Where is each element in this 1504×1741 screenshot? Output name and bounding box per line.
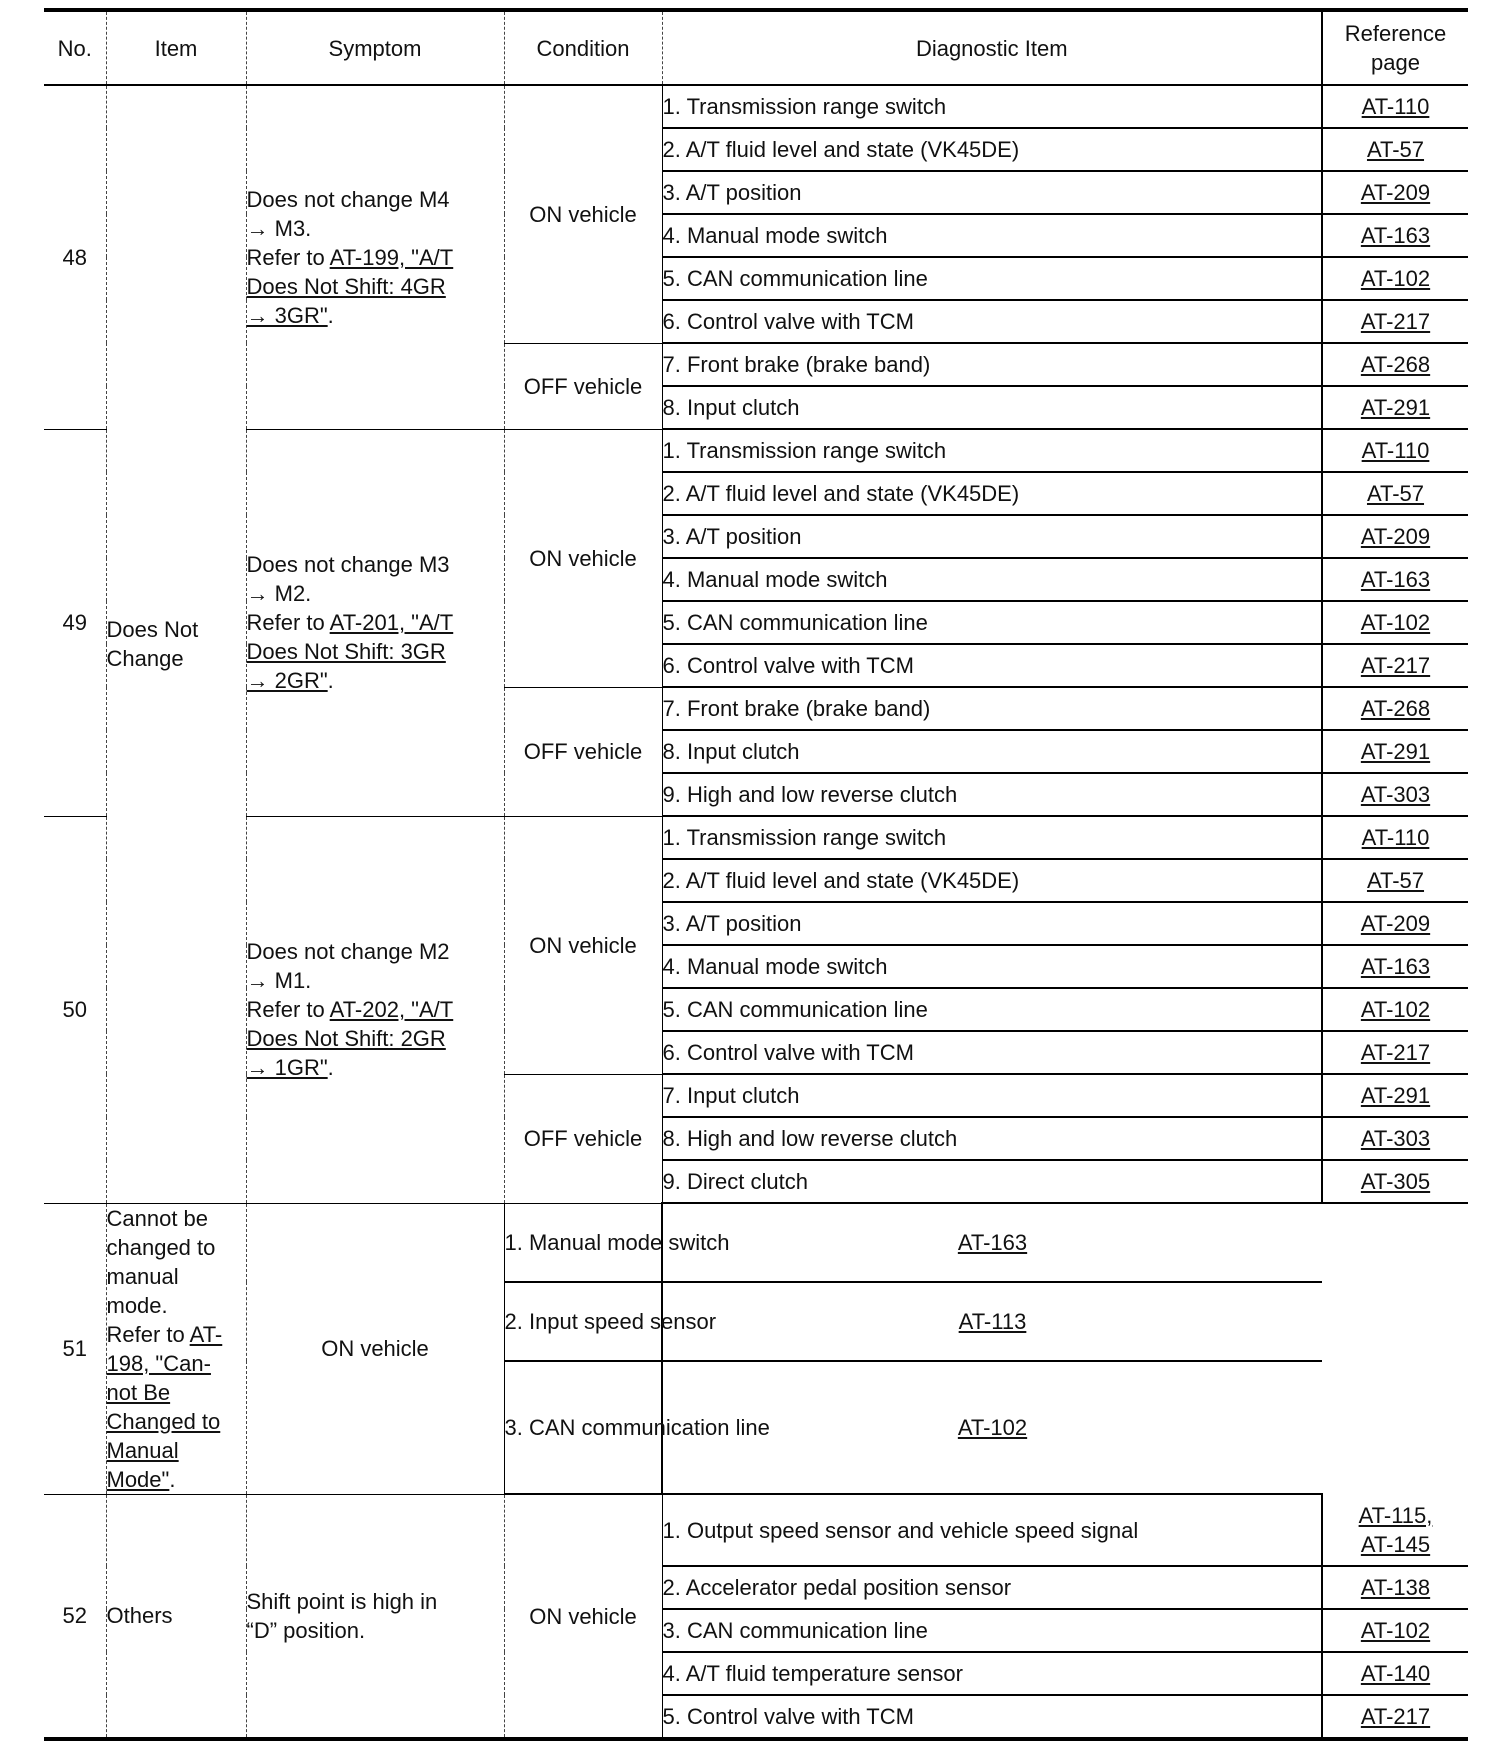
- header-condition: Condition: [504, 10, 662, 85]
- reference-link-at-199-line2[interactable]: Does Not Shift: 4GR: [246, 273, 446, 299]
- reference-link[interactable]: AT-217: [1360, 1040, 1431, 1065]
- symptom-refer-line: [247, 995, 504, 1024]
- condition-on-vehicle: ON vehicle: [504, 816, 662, 1074]
- diagnostic-item: 1. Transmission range switch: [662, 85, 1322, 128]
- symptom-line2: → M2.: [246, 581, 312, 606]
- reference-link[interactable]: AT-113: [958, 1309, 1027, 1335]
- reference-link[interactable]: AT-102: [1360, 997, 1431, 1022]
- diagnostic-item: 8. Input clutch: [662, 386, 1322, 429]
- symptom-48: [246, 85, 504, 429]
- reference-link[interactable]: AT-209: [1360, 911, 1431, 936]
- diagnostic-item: 8. High and low reverse clutch: [662, 1117, 1322, 1160]
- table-row: [44, 816, 1468, 859]
- symptom-line2: “D” position.: [246, 1617, 366, 1643]
- diagnostic-item: 5. CAN communication line: [662, 257, 1322, 300]
- reference-link[interactable]: AT-163: [957, 1230, 1028, 1256]
- refer-prefix: Refer to: [106, 1321, 190, 1347]
- diagnostic-item: 5. Control valve with TCM: [662, 1695, 1322, 1739]
- condition-off-vehicle: OFF vehicle: [504, 687, 662, 816]
- symptom-line1: Shift point is high in: [246, 1588, 438, 1614]
- reference-link-at-202-line3[interactable]: → 1GR": [246, 1055, 328, 1080]
- diagnostic-item: 1. Manual mode switch: [504, 1203, 662, 1282]
- header-item: Item: [106, 10, 246, 85]
- diagnostic-item: 9. High and low reverse clutch: [662, 773, 1322, 816]
- item-line2: Change: [106, 646, 184, 672]
- reference-link[interactable]: AT-291: [1360, 395, 1431, 420]
- reference-link[interactable]: AT-303: [1360, 782, 1431, 807]
- symptom-refer-line: [247, 243, 504, 272]
- reference-link-at-201-line2[interactable]: Does Not Shift: 3GR: [246, 639, 446, 664]
- reference-link-at-201-line3[interactable]: → 2GR": [246, 668, 328, 693]
- diagnosis-table: [44, 8, 1468, 1741]
- reference-link-at-201[interactable]: AT-201, "A/T: [329, 610, 454, 635]
- diagnostic-item: 2. Input speed sensor: [504, 1282, 662, 1361]
- diagnostic-item: 4. Manual mode switch: [662, 214, 1322, 257]
- reference-link[interactable]: AT-163: [1360, 223, 1431, 248]
- reference-link[interactable]: AT-57: [1366, 481, 1425, 506]
- diagnostic-item: 9. Direct clutch: [662, 1160, 1322, 1203]
- symptom-line2: → M1.: [246, 968, 312, 993]
- diagnostic-item: 3. A/T position: [662, 171, 1322, 214]
- diagnostic-item: 3. CAN communication line: [662, 1609, 1322, 1652]
- refer-suffix: .: [327, 302, 334, 328]
- diagnostic-item: 1. Transmission range switch: [662, 816, 1322, 859]
- refer-suffix: .: [327, 668, 334, 693]
- reference-link[interactable]: AT-115,: [1358, 1502, 1433, 1528]
- symptom-refer-line: [247, 608, 504, 637]
- symptom-link-end: [247, 1053, 504, 1082]
- row-number-49: 49: [44, 429, 106, 816]
- diagnostic-item: 4. Manual mode switch: [662, 945, 1322, 988]
- reference-link[interactable]: AT-110: [1361, 94, 1430, 119]
- diagnostic-item: 3. A/T position: [662, 515, 1322, 558]
- reference-link[interactable]: AT-217: [1360, 1704, 1431, 1729]
- item-others: Others: [106, 1494, 246, 1739]
- reference-link[interactable]: AT-145: [1360, 1531, 1431, 1557]
- diagnostic-item: 7. Input clutch: [662, 1074, 1322, 1117]
- condition-on-vehicle: ON vehicle: [504, 85, 662, 343]
- reference-link-at-202-line2[interactable]: Does Not Shift: 2GR: [246, 1026, 446, 1051]
- reference-link[interactable]: AT-102: [1360, 1618, 1431, 1643]
- row-number-51: 51: [44, 1203, 106, 1494]
- symptom-line2: → M3.: [246, 215, 312, 241]
- symptom-51: [106, 1203, 246, 1494]
- diagnostic-item: 6. Control valve with TCM: [662, 300, 1322, 343]
- symptom-line1: Does not change M2: [246, 939, 450, 964]
- symptom-link-end: [247, 666, 504, 695]
- table-row: [44, 1494, 1468, 1566]
- reference-link-at-198[interactable]: AT-198, "Can-: [106, 1321, 223, 1376]
- symptom-link-end: [247, 301, 504, 330]
- row-number-50: 50: [44, 816, 106, 1203]
- diagnostic-item: 4. A/T fluid temperature sensor: [662, 1652, 1322, 1695]
- reference-link[interactable]: AT-217: [1360, 309, 1431, 334]
- diagnostic-item: 6. Control valve with TCM: [662, 644, 1322, 687]
- diagnostic-item: 4. Manual mode switch: [662, 558, 1322, 601]
- condition-off-vehicle: OFF vehicle: [504, 343, 662, 429]
- refer-prefix: Refer to: [246, 997, 330, 1022]
- diagnostic-item: 3. A/T position: [662, 902, 1322, 945]
- reference-link[interactable]: AT-102: [1360, 610, 1431, 635]
- reference-link[interactable]: AT-268: [1360, 352, 1431, 377]
- reference-link[interactable]: AT-305: [1360, 1169, 1431, 1194]
- reference-link[interactable]: AT-291: [1360, 1083, 1431, 1108]
- reference-link[interactable]: AT-102: [957, 1415, 1028, 1441]
- header-reference-line1: Reference: [1344, 21, 1447, 46]
- reference-link[interactable]: AT-217: [1360, 653, 1431, 678]
- diagnostic-item: 2. Accelerator pedal position sensor: [662, 1566, 1322, 1609]
- diagnostic-item: 1. Output speed sensor and vehicle speed signal: [662, 1494, 1322, 1566]
- diagnostic-item: 1. Transmission range switch: [662, 429, 1322, 472]
- condition-on-vehicle: ON vehicle: [504, 1494, 662, 1739]
- diagnostic-item: 5. CAN communication line: [662, 601, 1322, 644]
- reference-link-at-198-line2[interactable]: not Be Changed to: [106, 1379, 221, 1434]
- diagnostic-item: 8. Input clutch: [662, 730, 1322, 773]
- symptom-line1: Does not change M3: [246, 552, 450, 577]
- table-row: [44, 1203, 1468, 1282]
- condition-on-vehicle: ON vehicle: [504, 429, 662, 687]
- item-does-not-change: [106, 85, 246, 1203]
- reference-link[interactable]: AT-140: [1360, 1661, 1431, 1686]
- reference-link[interactable]: AT-110: [1361, 825, 1430, 850]
- diagnostic-item: 6. Control valve with TCM: [662, 1031, 1322, 1074]
- header-diagnostic-item: Diagnostic Item: [662, 10, 1322, 85]
- reference-link[interactable]: AT-291: [1360, 739, 1431, 764]
- symptom-line1: Does not change M4: [246, 186, 450, 212]
- reference-link[interactable]: AT-209: [1360, 524, 1431, 549]
- symptom-link-end: [107, 1436, 246, 1494]
- row-number-48: 48: [44, 85, 106, 429]
- diagnostic-item: 3. CAN communication line: [504, 1361, 662, 1494]
- reference-link[interactable]: AT-163: [1360, 954, 1431, 979]
- reference-link[interactable]: AT-57: [1366, 868, 1425, 893]
- item-line1: Does Not: [106, 617, 199, 643]
- diagnostic-item: 7. Front brake (brake band): [662, 343, 1322, 386]
- reference-link-at-199-line3[interactable]: → 3GR": [246, 302, 328, 328]
- diagnostic-item: 2. A/T fluid level and state (VK45DE): [662, 472, 1322, 515]
- symptom-line1: Cannot be changed to: [106, 1205, 216, 1260]
- reference-link[interactable]: AT-303: [1360, 1126, 1431, 1151]
- header-reference-line2: page: [1371, 50, 1420, 75]
- condition-on-vehicle: ON vehicle: [246, 1203, 504, 1494]
- refer-prefix: Refer to: [246, 610, 330, 635]
- refer-suffix: .: [327, 1055, 334, 1080]
- symptom-52: [246, 1494, 504, 1739]
- reference-link-at-202[interactable]: AT-202, "A/T: [329, 997, 454, 1022]
- symptom-49: [246, 429, 504, 816]
- diagnostic-item: 7. Front brake (brake band): [662, 687, 1322, 730]
- header-no: No.: [44, 10, 106, 85]
- header-reference-page: [1322, 10, 1468, 85]
- reference-link[interactable]: AT-57: [1366, 137, 1425, 162]
- diagnostic-item: 2. A/T fluid level and state (VK45DE): [662, 128, 1322, 171]
- header-row: [44, 10, 1468, 85]
- row-number-52: 52: [44, 1494, 106, 1739]
- table-row: [44, 429, 1468, 472]
- condition-off-vehicle: OFF vehicle: [504, 1074, 662, 1203]
- reference-link-at-199[interactable]: AT-199, "A/T: [329, 244, 454, 270]
- reference-link[interactable]: AT-138: [1360, 1575, 1431, 1600]
- reference-cell: [1322, 1494, 1468, 1566]
- reference-link[interactable]: AT-110: [1361, 438, 1430, 463]
- table-row: [44, 85, 1468, 128]
- header-symptom: Symptom: [246, 10, 504, 85]
- reference-link-at-198-line3[interactable]: Manual Mode": [106, 1437, 179, 1492]
- diagnostic-item: 5. CAN communication line: [662, 988, 1322, 1031]
- refer-suffix: .: [169, 1466, 176, 1492]
- reference-link[interactable]: AT-163: [1360, 567, 1431, 592]
- symptom-refer-line: [107, 1320, 246, 1378]
- symptom-line2: manual mode.: [106, 1263, 179, 1318]
- refer-prefix: Refer to: [246, 244, 330, 270]
- reference-link[interactable]: AT-268: [1360, 696, 1431, 721]
- diagnostic-item: 2. A/T fluid level and state (VK45DE): [662, 859, 1322, 902]
- reference-link[interactable]: AT-209: [1360, 180, 1431, 205]
- symptom-50: [246, 816, 504, 1203]
- reference-link[interactable]: AT-102: [1360, 266, 1431, 291]
